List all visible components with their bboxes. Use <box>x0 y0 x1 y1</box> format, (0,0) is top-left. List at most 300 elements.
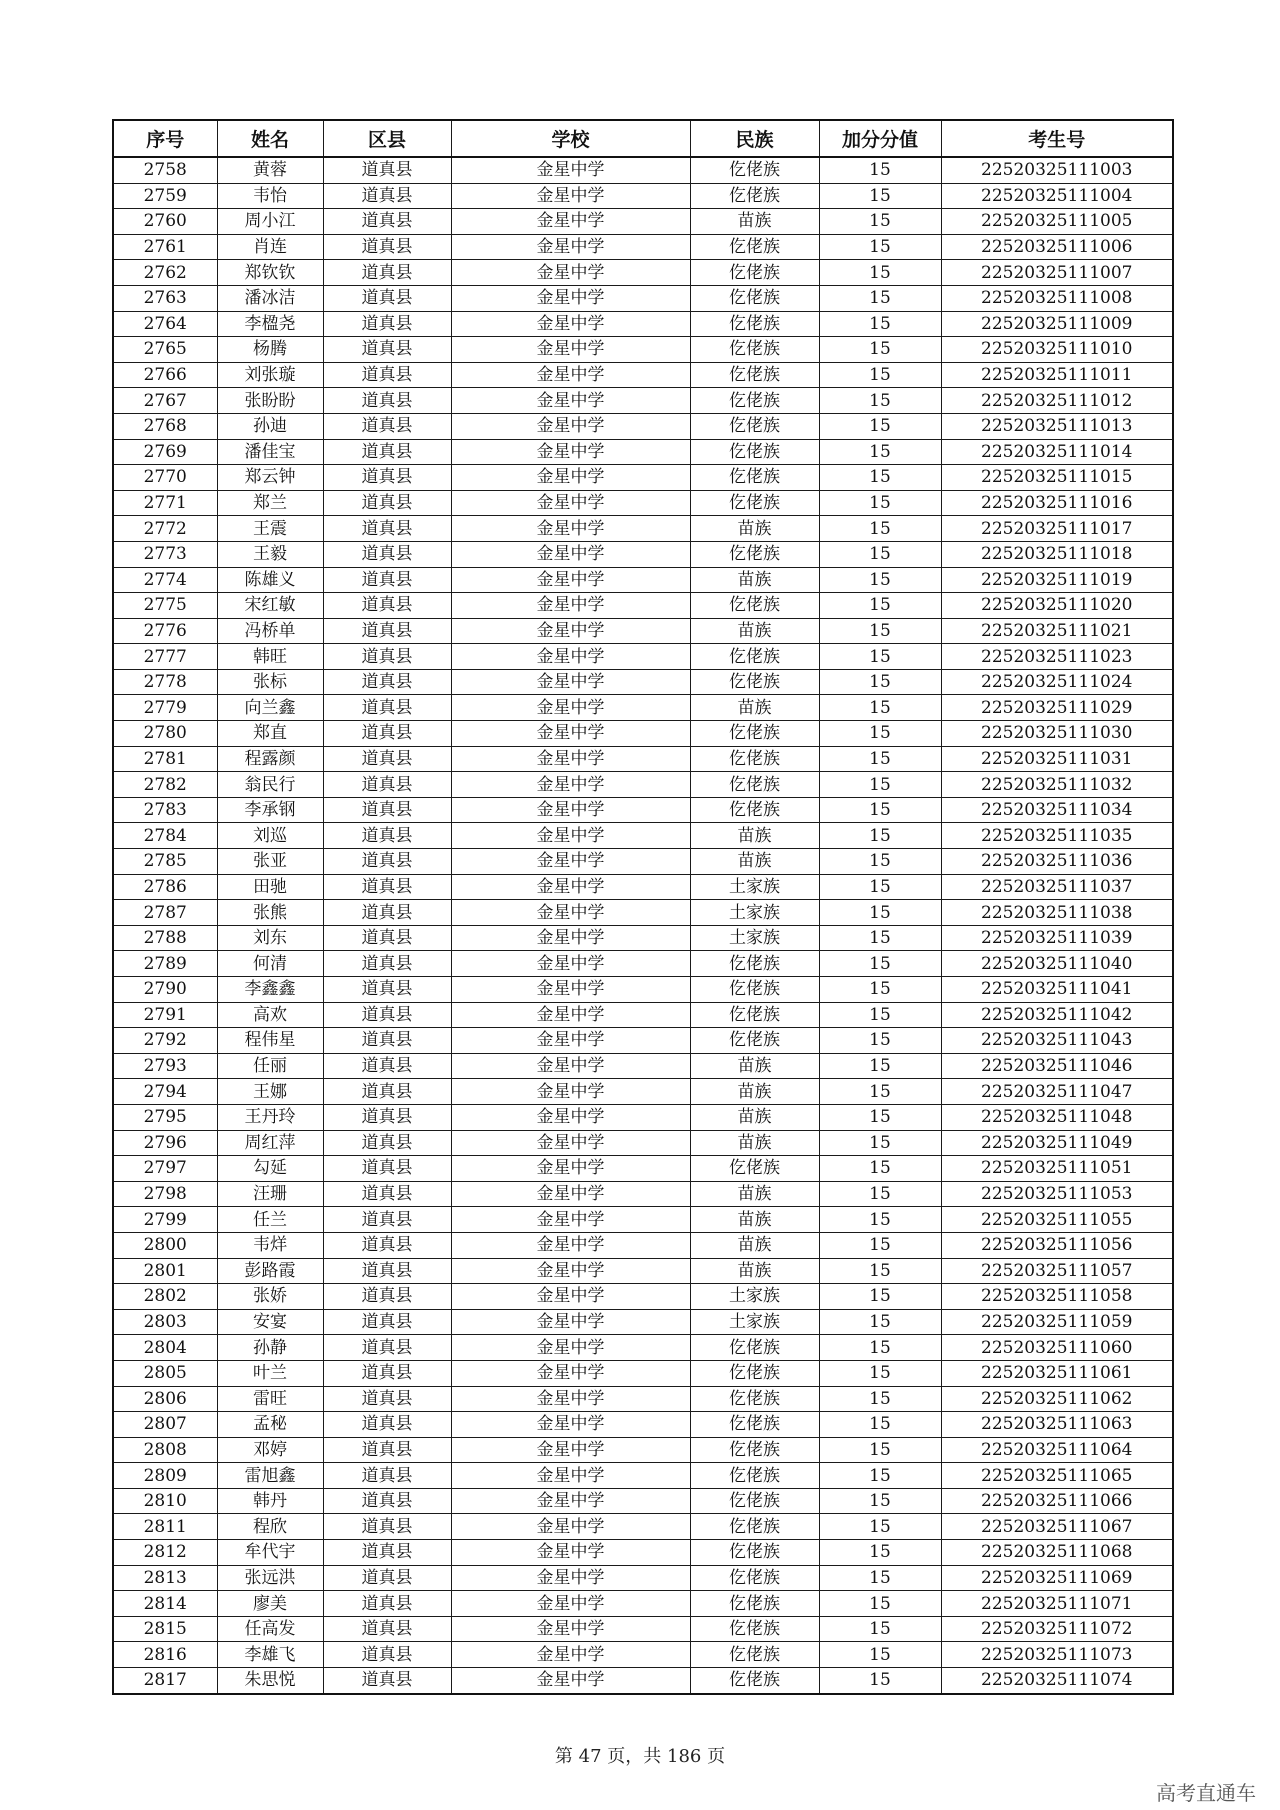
cell-col-name: 安宴 <box>217 1309 323 1335</box>
cell-col-school: 金星中学 <box>451 1181 690 1207</box>
cell-col-seq: 2799 <box>113 1207 217 1233</box>
cell-col-seq: 2758 <box>113 157 217 183</box>
cell-col-county: 道真县 <box>323 874 451 900</box>
cell-col-exam-id: 22520325111069 <box>941 1565 1173 1591</box>
cell-col-seq: 2817 <box>113 1668 217 1694</box>
cell-col-school: 金星中学 <box>451 1130 690 1156</box>
cell-col-ethnicity: 仡佬族 <box>690 721 819 747</box>
cell-col-school: 金星中学 <box>451 285 690 311</box>
cell-col-school: 金星中学 <box>451 1028 690 1054</box>
table-row <box>113 516 1173 542</box>
cell-col-ethnicity: 仡佬族 <box>690 260 819 286</box>
cell-col-bonus: 15 <box>819 1616 941 1642</box>
header-col-exam-id: 考生号 <box>941 120 1173 157</box>
cell-col-name: 刘张璇 <box>217 362 323 388</box>
cell-col-ethnicity: 苗族 <box>690 1053 819 1079</box>
cell-col-seq: 2813 <box>113 1565 217 1591</box>
table-row <box>113 1437 1173 1463</box>
cell-col-school: 金星中学 <box>451 490 690 516</box>
cell-col-seq: 2775 <box>113 593 217 619</box>
cell-col-county: 道真县 <box>323 1309 451 1335</box>
cell-col-seq: 2777 <box>113 644 217 670</box>
table-row <box>113 1130 1173 1156</box>
cell-col-school: 金星中学 <box>451 593 690 619</box>
cell-col-school: 金星中学 <box>451 1616 690 1642</box>
cell-col-county: 道真县 <box>323 465 451 491</box>
cell-col-school: 金星中学 <box>451 1309 690 1335</box>
cell-col-ethnicity: 仡佬族 <box>690 1360 819 1386</box>
cell-col-ethnicity: 土家族 <box>690 1284 819 1310</box>
cell-col-county: 道真县 <box>323 1412 451 1438</box>
cell-col-county: 道真县 <box>323 1156 451 1182</box>
cell-col-seq: 2792 <box>113 1028 217 1054</box>
cell-col-name: 向兰鑫 <box>217 695 323 721</box>
cell-col-bonus: 15 <box>819 618 941 644</box>
cell-col-bonus: 15 <box>819 593 941 619</box>
cell-col-county: 道真县 <box>323 593 451 619</box>
cell-col-exam-id: 22520325111067 <box>941 1514 1173 1540</box>
cell-col-bonus: 15 <box>819 1540 941 1566</box>
cell-col-exam-id: 22520325111016 <box>941 490 1173 516</box>
cell-col-ethnicity: 仡佬族 <box>690 1642 819 1668</box>
cell-col-exam-id: 22520325111056 <box>941 1232 1173 1258</box>
cell-col-seq: 2796 <box>113 1130 217 1156</box>
cell-col-bonus: 15 <box>819 746 941 772</box>
cell-col-county: 道真县 <box>323 439 451 465</box>
cell-col-name: 彭路霞 <box>217 1258 323 1284</box>
cell-col-exam-id: 22520325111035 <box>941 823 1173 849</box>
table-row <box>113 618 1173 644</box>
header-col-county: 区县 <box>323 120 451 157</box>
cell-col-county: 道真县 <box>323 157 451 183</box>
cell-col-county: 道真县 <box>323 567 451 593</box>
cell-col-bonus: 15 <box>819 1437 941 1463</box>
cell-col-ethnicity: 仡佬族 <box>690 1540 819 1566</box>
table-row <box>113 1668 1173 1694</box>
cell-col-ethnicity: 仡佬族 <box>690 541 819 567</box>
cell-col-bonus: 15 <box>819 1565 941 1591</box>
table-row <box>113 1104 1173 1130</box>
cell-col-school: 金星中学 <box>451 797 690 823</box>
cell-col-ethnicity: 苗族 <box>690 695 819 721</box>
cell-col-ethnicity: 苗族 <box>690 823 819 849</box>
table-row <box>113 362 1173 388</box>
cell-col-school: 金星中学 <box>451 337 690 363</box>
cell-col-bonus: 15 <box>819 337 941 363</box>
cell-col-name: 郑钦钦 <box>217 260 323 286</box>
cell-col-name: 田驰 <box>217 874 323 900</box>
cell-col-seq: 2769 <box>113 439 217 465</box>
cell-col-exam-id: 22520325111005 <box>941 209 1173 235</box>
watermark-text: 高考直通车 <box>1156 1781 1256 1805</box>
cell-col-ethnicity: 仡佬族 <box>690 1565 819 1591</box>
cell-col-seq: 2812 <box>113 1540 217 1566</box>
cell-col-bonus: 15 <box>819 695 941 721</box>
cell-col-name: 王毅 <box>217 541 323 567</box>
cell-col-school: 金星中学 <box>451 1514 690 1540</box>
cell-col-exam-id: 22520325111031 <box>941 746 1173 772</box>
cell-col-name: 廖美 <box>217 1591 323 1617</box>
cell-col-exam-id: 22520325111064 <box>941 1437 1173 1463</box>
table-row <box>113 260 1173 286</box>
cell-col-seq: 2795 <box>113 1104 217 1130</box>
cell-col-ethnicity: 苗族 <box>690 567 819 593</box>
cell-col-exam-id: 22520325111063 <box>941 1412 1173 1438</box>
table-row <box>113 1412 1173 1438</box>
cell-col-ethnicity: 仡佬族 <box>690 157 819 183</box>
cell-col-school: 金星中学 <box>451 1642 690 1668</box>
cell-col-bonus: 15 <box>819 1028 941 1054</box>
cell-col-county: 道真县 <box>323 695 451 721</box>
cell-col-county: 道真县 <box>323 1463 451 1489</box>
cell-col-exam-id: 22520325111010 <box>941 337 1173 363</box>
cell-col-exam-id: 22520325111059 <box>941 1309 1173 1335</box>
cell-col-seq: 2801 <box>113 1258 217 1284</box>
cell-col-county: 道真县 <box>323 413 451 439</box>
cell-col-seq: 2790 <box>113 977 217 1003</box>
cell-col-county: 道真县 <box>323 388 451 414</box>
cell-col-ethnicity: 仡佬族 <box>690 465 819 491</box>
cell-col-exam-id: 22520325111073 <box>941 1642 1173 1668</box>
cell-col-ethnicity: 仡佬族 <box>690 1668 819 1694</box>
cell-col-bonus: 15 <box>819 413 941 439</box>
cell-col-name: 雷旺 <box>217 1386 323 1412</box>
cell-col-ethnicity: 仡佬族 <box>690 413 819 439</box>
cell-col-ethnicity: 仡佬族 <box>690 337 819 363</box>
cell-col-county: 道真县 <box>323 1232 451 1258</box>
cell-col-ethnicity: 苗族 <box>690 1079 819 1105</box>
cell-col-county: 道真县 <box>323 746 451 772</box>
cell-col-bonus: 15 <box>819 285 941 311</box>
cell-col-seq: 2762 <box>113 260 217 286</box>
cell-col-ethnicity: 仡佬族 <box>690 1028 819 1054</box>
cell-col-school: 金星中学 <box>451 1591 690 1617</box>
header-row <box>113 120 1173 157</box>
table-row <box>113 977 1173 1003</box>
cell-col-ethnicity: 仡佬族 <box>690 311 819 337</box>
cell-col-seq: 2787 <box>113 900 217 926</box>
cell-col-exam-id: 22520325111040 <box>941 951 1173 977</box>
cell-col-county: 道真县 <box>323 1335 451 1361</box>
cell-col-bonus: 15 <box>819 1104 941 1130</box>
table-row <box>113 490 1173 516</box>
cell-col-school: 金星中学 <box>451 1565 690 1591</box>
cell-col-ethnicity: 仡佬族 <box>690 772 819 798</box>
cell-col-name: 孙静 <box>217 1335 323 1361</box>
cell-col-seq: 2770 <box>113 465 217 491</box>
cell-col-county: 道真县 <box>323 1488 451 1514</box>
cell-col-exam-id: 22520325111013 <box>941 413 1173 439</box>
cell-col-seq: 2811 <box>113 1514 217 1540</box>
roster-table-container <box>112 119 1172 1695</box>
table-row <box>113 1335 1173 1361</box>
cell-col-county: 道真县 <box>323 285 451 311</box>
cell-col-county: 道真县 <box>323 1616 451 1642</box>
cell-col-ethnicity: 仡佬族 <box>690 1386 819 1412</box>
cell-col-bonus: 15 <box>819 516 941 542</box>
cell-col-school: 金星中学 <box>451 1258 690 1284</box>
cell-col-seq: 2766 <box>113 362 217 388</box>
cell-col-county: 道真县 <box>323 311 451 337</box>
cell-col-county: 道真县 <box>323 1437 451 1463</box>
cell-col-school: 金星中学 <box>451 209 690 235</box>
table-row <box>113 1540 1173 1566</box>
cell-col-exam-id: 22520325111037 <box>941 874 1173 900</box>
table-row <box>113 1181 1173 1207</box>
table-row <box>113 413 1173 439</box>
table-row <box>113 1565 1173 1591</box>
cell-col-seq: 2764 <box>113 311 217 337</box>
cell-col-name: 王丹玲 <box>217 1104 323 1130</box>
cell-col-school: 金星中学 <box>451 669 690 695</box>
cell-col-ethnicity: 苗族 <box>690 618 819 644</box>
cell-col-school: 金星中学 <box>451 1668 690 1694</box>
cell-col-seq: 2781 <box>113 746 217 772</box>
table-row <box>113 1284 1173 1310</box>
cell-col-bonus: 15 <box>819 1668 941 1694</box>
cell-col-seq: 2789 <box>113 951 217 977</box>
cell-col-exam-id: 22520325111018 <box>941 541 1173 567</box>
cell-col-exam-id: 22520325111015 <box>941 465 1173 491</box>
cell-col-county: 道真县 <box>323 1104 451 1130</box>
cell-col-ethnicity: 土家族 <box>690 1309 819 1335</box>
cell-col-seq: 2810 <box>113 1488 217 1514</box>
cell-col-exam-id: 22520325111034 <box>941 797 1173 823</box>
cell-col-name: 叶兰 <box>217 1360 323 1386</box>
cell-col-exam-id: 22520325111062 <box>941 1386 1173 1412</box>
cell-col-ethnicity: 仡佬族 <box>690 746 819 772</box>
table-row <box>113 951 1173 977</box>
cell-col-seq: 2804 <box>113 1335 217 1361</box>
table-row <box>113 1514 1173 1540</box>
cell-col-bonus: 15 <box>819 260 941 286</box>
cell-col-ethnicity: 仡佬族 <box>690 1616 819 1642</box>
cell-col-bonus: 15 <box>819 772 941 798</box>
cell-col-school: 金星中学 <box>451 1437 690 1463</box>
cell-col-county: 道真县 <box>323 1002 451 1028</box>
cell-col-ethnicity: 仡佬族 <box>690 285 819 311</box>
roster-table <box>112 119 1174 1695</box>
cell-col-seq: 2788 <box>113 925 217 951</box>
cell-col-school: 金星中学 <box>451 465 690 491</box>
cell-col-seq: 2773 <box>113 541 217 567</box>
cell-col-seq: 2805 <box>113 1360 217 1386</box>
cell-col-name: 韩旺 <box>217 644 323 670</box>
cell-col-bonus: 15 <box>819 900 941 926</box>
table-row <box>113 388 1173 414</box>
cell-col-ethnicity: 土家族 <box>690 874 819 900</box>
cell-col-ethnicity: 仡佬族 <box>690 1488 819 1514</box>
cell-col-exam-id: 22520325111021 <box>941 618 1173 644</box>
cell-col-school: 金星中学 <box>451 157 690 183</box>
cell-col-name: 刘东 <box>217 925 323 951</box>
table-body <box>113 157 1173 1694</box>
cell-col-seq: 2771 <box>113 490 217 516</box>
cell-col-seq: 2816 <box>113 1642 217 1668</box>
cell-col-school: 金星中学 <box>451 388 690 414</box>
cell-col-seq: 2808 <box>113 1437 217 1463</box>
cell-col-school: 金星中学 <box>451 567 690 593</box>
cell-col-name: 孙迪 <box>217 413 323 439</box>
cell-col-exam-id: 22520325111038 <box>941 900 1173 926</box>
cell-col-school: 金星中学 <box>451 362 690 388</box>
cell-col-ethnicity: 仡佬族 <box>690 439 819 465</box>
cell-col-seq: 2761 <box>113 234 217 260</box>
table-row <box>113 1386 1173 1412</box>
cell-col-school: 金星中学 <box>451 260 690 286</box>
table-row <box>113 567 1173 593</box>
cell-col-county: 道真县 <box>323 977 451 1003</box>
page-number: 第 47 页，共 186 页 <box>554 1746 726 1767</box>
cell-col-exam-id: 22520325111023 <box>941 644 1173 670</box>
table-row <box>113 1258 1173 1284</box>
table-row <box>113 849 1173 875</box>
table-row <box>113 439 1173 465</box>
table-row <box>113 1028 1173 1054</box>
cell-col-name: 任高发 <box>217 1616 323 1642</box>
cell-col-seq: 2779 <box>113 695 217 721</box>
cell-col-bonus: 15 <box>819 644 941 670</box>
cell-col-exam-id: 22520325111046 <box>941 1053 1173 1079</box>
cell-col-bonus: 15 <box>819 490 941 516</box>
cell-col-name: 郑兰 <box>217 490 323 516</box>
cell-col-county: 道真县 <box>323 644 451 670</box>
table-row <box>113 234 1173 260</box>
cell-col-seq: 2772 <box>113 516 217 542</box>
cell-col-name: 孟秘 <box>217 1412 323 1438</box>
cell-col-bonus: 15 <box>819 977 941 1003</box>
cell-col-school: 金星中学 <box>451 1053 690 1079</box>
cell-col-county: 道真县 <box>323 772 451 798</box>
cell-col-seq: 2783 <box>113 797 217 823</box>
cell-col-name: 汪珊 <box>217 1181 323 1207</box>
cell-col-bonus: 15 <box>819 1207 941 1233</box>
cell-col-exam-id: 22520325111053 <box>941 1181 1173 1207</box>
cell-col-seq: 2807 <box>113 1412 217 1438</box>
cell-col-bonus: 15 <box>819 1130 941 1156</box>
table-row <box>113 1053 1173 1079</box>
cell-col-seq: 2782 <box>113 772 217 798</box>
table-row <box>113 1591 1173 1617</box>
cell-col-bonus: 15 <box>819 465 941 491</box>
cell-col-bonus: 15 <box>819 1463 941 1489</box>
cell-col-ethnicity: 仡佬族 <box>690 977 819 1003</box>
cell-col-ethnicity: 苗族 <box>690 849 819 875</box>
cell-col-school: 金星中学 <box>451 234 690 260</box>
cell-col-seq: 2798 <box>113 1181 217 1207</box>
cell-col-name: 郑云钟 <box>217 465 323 491</box>
cell-col-name: 韦烊 <box>217 1232 323 1258</box>
cell-col-exam-id: 22520325111004 <box>941 183 1173 209</box>
cell-col-county: 道真县 <box>323 183 451 209</box>
cell-col-school: 金星中学 <box>451 413 690 439</box>
cell-col-school: 金星中学 <box>451 900 690 926</box>
cell-col-school: 金星中学 <box>451 516 690 542</box>
cell-col-county: 道真县 <box>323 1284 451 1310</box>
cell-col-bonus: 15 <box>819 1514 941 1540</box>
cell-col-bonus: 15 <box>819 1258 941 1284</box>
cell-col-name: 朱思悦 <box>217 1668 323 1694</box>
table-row <box>113 925 1173 951</box>
cell-col-exam-id: 22520325111020 <box>941 593 1173 619</box>
cell-col-ethnicity: 仡佬族 <box>690 362 819 388</box>
cell-col-bonus: 15 <box>819 849 941 875</box>
cell-col-bonus: 15 <box>819 1488 941 1514</box>
cell-col-exam-id: 22520325111042 <box>941 1002 1173 1028</box>
cell-col-ethnicity: 仡佬族 <box>690 1514 819 1540</box>
cell-col-county: 道真县 <box>323 1591 451 1617</box>
cell-col-exam-id: 22520325111058 <box>941 1284 1173 1310</box>
cell-col-bonus: 15 <box>819 951 941 977</box>
cell-col-name: 王娜 <box>217 1079 323 1105</box>
cell-col-exam-id: 22520325111074 <box>941 1668 1173 1694</box>
cell-col-bonus: 15 <box>819 721 941 747</box>
cell-col-county: 道真县 <box>323 900 451 926</box>
cell-col-ethnicity: 土家族 <box>690 925 819 951</box>
table-row <box>113 746 1173 772</box>
cell-col-ethnicity: 仡佬族 <box>690 388 819 414</box>
cell-col-name: 张娇 <box>217 1284 323 1310</box>
cell-col-county: 道真县 <box>323 797 451 823</box>
cell-col-name: 高欢 <box>217 1002 323 1028</box>
cell-col-exam-id: 22520325111014 <box>941 439 1173 465</box>
cell-col-seq: 2763 <box>113 285 217 311</box>
cell-col-seq: 2809 <box>113 1463 217 1489</box>
cell-col-name: 宋红敏 <box>217 593 323 619</box>
cell-col-seq: 2806 <box>113 1386 217 1412</box>
cell-col-name: 勾延 <box>217 1156 323 1182</box>
cell-col-county: 道真县 <box>323 541 451 567</box>
cell-col-county: 道真县 <box>323 516 451 542</box>
cell-col-ethnicity: 苗族 <box>690 1232 819 1258</box>
cell-col-county: 道真县 <box>323 951 451 977</box>
cell-col-county: 道真县 <box>323 925 451 951</box>
cell-col-school: 金星中学 <box>451 721 690 747</box>
table-row <box>113 157 1173 183</box>
table-header <box>113 120 1173 157</box>
cell-col-bonus: 15 <box>819 439 941 465</box>
header-col-seq: 序号 <box>113 120 217 157</box>
cell-col-bonus: 15 <box>819 1079 941 1105</box>
cell-col-name: 刘巡 <box>217 823 323 849</box>
cell-col-county: 道真县 <box>323 1565 451 1591</box>
cell-col-ethnicity: 仡佬族 <box>690 1335 819 1361</box>
header-col-name: 姓名 <box>217 120 323 157</box>
cell-col-bonus: 15 <box>819 541 941 567</box>
header-col-school: 学校 <box>451 120 690 157</box>
cell-col-exam-id: 22520325111060 <box>941 1335 1173 1361</box>
cell-col-exam-id: 22520325111041 <box>941 977 1173 1003</box>
cell-col-county: 道真县 <box>323 260 451 286</box>
cell-col-exam-id: 22520325111012 <box>941 388 1173 414</box>
cell-col-school: 金星中学 <box>451 772 690 798</box>
cell-col-bonus: 15 <box>819 1412 941 1438</box>
cell-col-name: 李鑫鑫 <box>217 977 323 1003</box>
table-row <box>113 1309 1173 1335</box>
cell-col-name: 程露颜 <box>217 746 323 772</box>
cell-col-name: 韦怡 <box>217 183 323 209</box>
cell-col-exam-id: 22520325111043 <box>941 1028 1173 1054</box>
cell-col-name: 黄蓉 <box>217 157 323 183</box>
cell-col-seq: 2791 <box>113 1002 217 1028</box>
cell-col-exam-id: 22520325111030 <box>941 721 1173 747</box>
cell-col-county: 道真县 <box>323 823 451 849</box>
cell-col-ethnicity: 苗族 <box>690 516 819 542</box>
cell-col-bonus: 15 <box>819 209 941 235</box>
cell-col-exam-id: 22520325111007 <box>941 260 1173 286</box>
cell-col-name: 程伟星 <box>217 1028 323 1054</box>
cell-col-school: 金星中学 <box>451 746 690 772</box>
